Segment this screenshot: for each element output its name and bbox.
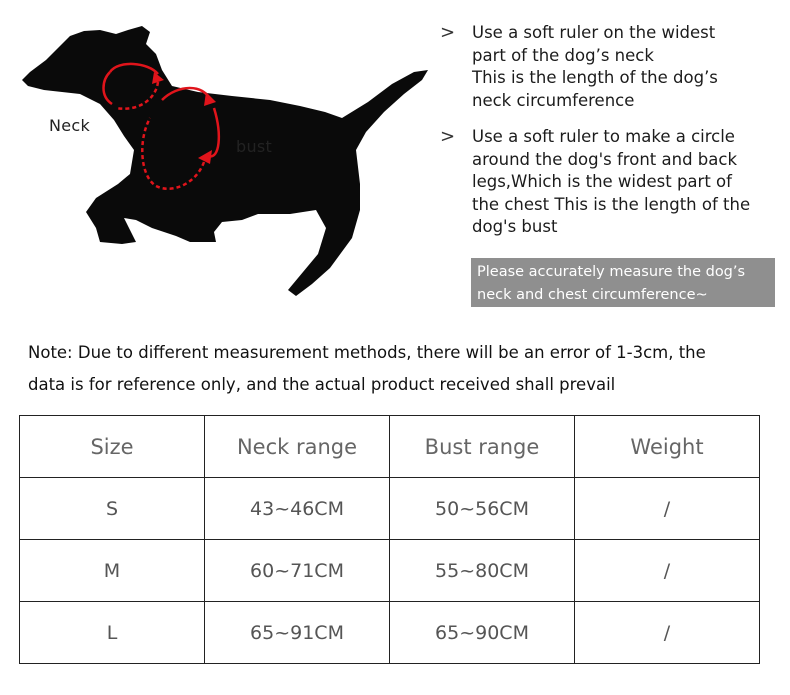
weight-cell: /	[575, 602, 760, 664]
weight-cell: /	[575, 540, 760, 602]
table-row	[20, 540, 760, 602]
header-size: Size	[20, 416, 205, 478]
size-cell: M	[20, 540, 205, 602]
chevron-right-icon: >	[440, 22, 456, 43]
instruction-line: part of the dog’s neck	[472, 45, 654, 65]
instruction-line: This is the length of the dog’s	[472, 68, 718, 87]
instruction-line: neck circumference	[472, 90, 635, 110]
bust-range-cell: 50~56CM	[390, 478, 575, 540]
instruction-line: dog's bust	[472, 217, 558, 236]
notice-line: Please accurately measure the dog’s	[477, 264, 746, 280]
note-line: data is for reference only, and the actual product received shall prevail	[28, 375, 616, 394]
size-cell: S	[20, 478, 205, 540]
table-row	[20, 602, 760, 664]
instruction-neck	[438, 22, 788, 112]
measure-notice-banner	[471, 258, 775, 307]
table-header-row	[20, 416, 760, 478]
instruction-line: legs,Which is the widest part of	[472, 172, 732, 191]
note-line: Note: Due to different measurement methods, there will be an error of 1-3cm, the	[28, 343, 706, 362]
header-weight: Weight	[575, 416, 760, 478]
instruction-bust	[438, 126, 788, 239]
neck-range-cell: 43~46CM	[205, 478, 390, 540]
dog-silhouette	[22, 26, 428, 296]
measurement-note	[28, 337, 706, 401]
neck-range-cell: 60~71CM	[205, 540, 390, 602]
instruction-line: the chest This is the length of the	[472, 194, 751, 214]
neck-range-cell: 65~91CM	[205, 602, 390, 664]
bust-range-cell: 65~90CM	[390, 602, 575, 664]
chevron-right-icon: >	[440, 126, 456, 147]
weight-cell: /	[575, 478, 760, 540]
notice-line: neck and chest circumference~	[477, 286, 708, 303]
size-cell: L	[20, 602, 205, 664]
instruction-line: Use a soft ruler on the widest	[472, 23, 716, 42]
header-neck-range: Neck range	[205, 416, 390, 478]
table-row	[20, 478, 760, 540]
bust-range-cell: 55~80CM	[390, 540, 575, 602]
measurement-instructions	[438, 22, 788, 239]
neck-label: Neck	[49, 116, 91, 135]
size-chart-table	[19, 415, 760, 664]
bust-label: bust	[236, 137, 273, 156]
dog-silhouette-illustration	[0, 0, 440, 310]
instruction-line: around the dog's front and back	[472, 149, 737, 169]
dog-measurement-diagram	[0, 0, 440, 310]
header-bust-range: Bust range	[390, 416, 575, 478]
instruction-line: Use a soft ruler to make a circle	[472, 127, 735, 146]
